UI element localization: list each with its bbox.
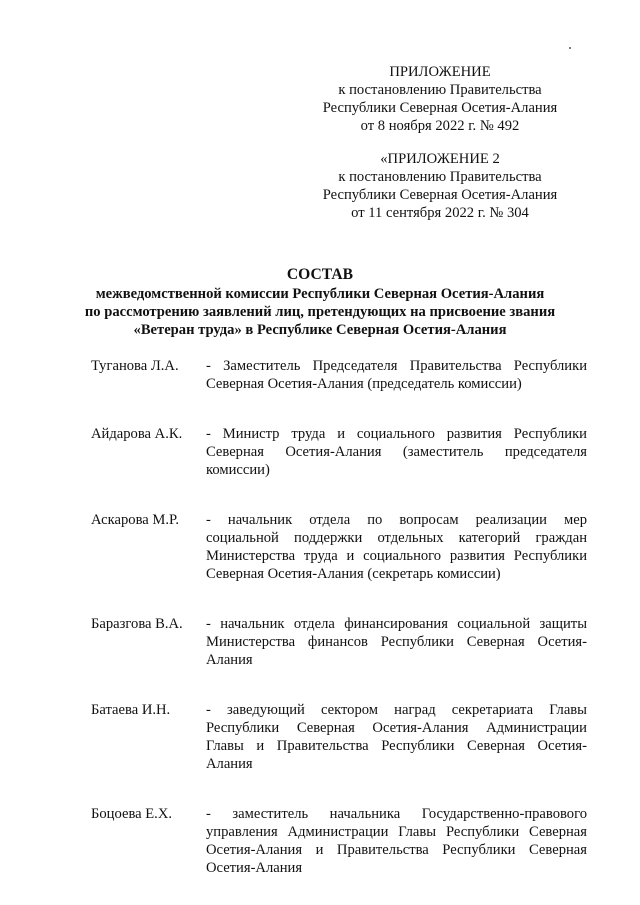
member-row [91, 805, 587, 877]
role-line: Осетия-Алания [206, 860, 303, 876]
role-line: Осетия-Алания и Правительства Республики Северная [206, 842, 587, 858]
role-line: Алания [206, 652, 253, 668]
role-line: - начальник отдела по вопросам реализации мер [206, 512, 587, 528]
role-line: управления Администрации Главы Республики Северная [206, 824, 587, 840]
role-line: - Заместитель Председателя Правительства Республики [206, 358, 587, 374]
member-name: Боцоева Е.Х. [91, 806, 173, 822]
annex-line: к постановлению Правительства [338, 169, 542, 185]
member-row [91, 357, 587, 393]
member-role [206, 511, 587, 583]
member-role [206, 615, 587, 669]
member-name: Туганова Л.А. [91, 358, 179, 374]
role-line: - Министр труда и социального развития Республики [206, 426, 587, 442]
member-row [91, 701, 587, 773]
member-role [206, 357, 587, 393]
heading-line: по рассмотрению заявлений лиц, претендующих на присвоение звания [84, 304, 556, 320]
role-line: Министерства финансов Республики Северная Осетия- [206, 634, 587, 650]
member-role [206, 805, 587, 877]
role-line: комиссии) [206, 462, 270, 478]
member-name: Баразгова В.А. [91, 616, 183, 632]
member-row [91, 425, 587, 479]
annex-header-previous [300, 150, 580, 222]
annex-line: к постановлению Правительства [338, 82, 542, 98]
member-name: Айдарова А.К. [91, 426, 183, 442]
role-line: Северная Осетия-Алания (секретарь комиссии) [206, 566, 501, 582]
annex-title: «ПРИЛОЖЕНИЕ 2 [380, 151, 500, 167]
role-line: Северная Осетия-Алания (заместитель председателя [206, 444, 587, 460]
role-line: - заместитель начальника Государственно-правового [206, 806, 587, 822]
annex-line: Республики Северная Осетия-Алания [322, 100, 558, 116]
member-name: Батаева И.Н. [91, 702, 171, 718]
role-line: Республики Северная Осетия-Алания Администрации [206, 720, 587, 736]
annex-line: Республики Северная Осетия-Алания [322, 187, 558, 203]
member-name: Аскарова М.Р. [91, 512, 179, 528]
member-row [91, 511, 587, 583]
member-list [91, 357, 587, 877]
member-row [91, 615, 587, 669]
role-line: - начальник отдела финансирования социальной защиты [206, 616, 587, 632]
scan-speck [569, 47, 571, 49]
role-line: социальной поддержки отдельных категорий граждан [206, 530, 587, 546]
role-line: Министерства труда и социального развития Республики [206, 548, 587, 564]
role-line: Алания [206, 756, 253, 772]
annex-date-line: от 11 сентября 2022 г. № 304 [351, 205, 529, 221]
member-role [206, 425, 587, 479]
heading-line: межведомственной комиссии Республики Северная Осетия-Алания [95, 286, 545, 302]
document-title: СОСТАВ [286, 266, 354, 283]
heading-line: «Ветеран труда» в Республике Северная Осетия-Алания [133, 322, 507, 338]
role-line: - заведующий сектором наград секретариата Главы [206, 702, 587, 718]
annex-date-line: от 8 ноября 2022 г. № 492 [360, 118, 520, 134]
annex-header [300, 63, 580, 135]
role-line: Северная Осетия-Алания (председатель комиссии) [206, 376, 522, 392]
annex-title: ПРИЛОЖЕНИЕ [389, 64, 491, 80]
role-line: Главы и Правительства Республики Северная Осетия- [206, 738, 587, 754]
document-heading [60, 266, 580, 339]
member-role [206, 701, 587, 773]
